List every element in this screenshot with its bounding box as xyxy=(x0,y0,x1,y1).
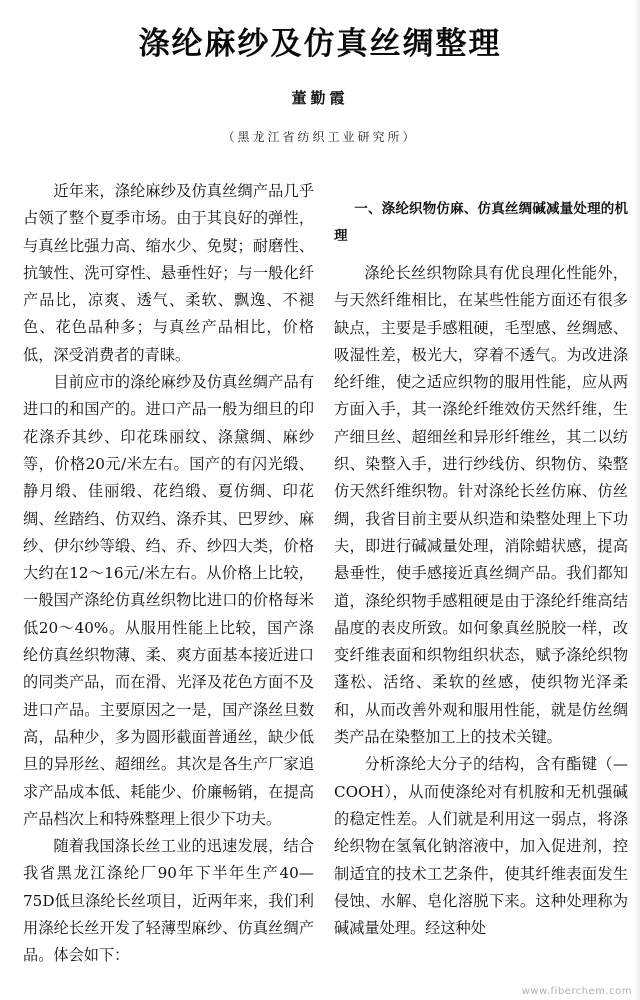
paragraph: 随着我国涤长丝工业的迅速发展，结合我省黑龙江涤纶厂90年下半年生产40—75D低旦涤纶长丝项目，近两年来，我们利用涤纶长丝开发了轻薄型麻纱、仿真丝绸产品。体会如下： xyxy=(23,837,314,965)
right-column xyxy=(334,196,628,942)
right-column-body xyxy=(334,260,628,942)
page-edge-shadow xyxy=(634,0,640,1000)
article-author: 董勤霞 xyxy=(291,89,349,107)
section-heading: 一、涤纶织物仿麻、仿真丝绸碱减量处理的机理 xyxy=(334,201,628,244)
paragraph: 近年来，涤纶麻纱及仿真丝绸产品几乎占领了整个夏季市场。由于其良好的弹性，与真丝比强力高、缩水少、免熨；耐磨性、抗皱性、洗可穿性、悬垂性好；与一般化纤产品比，凉爽、透气、柔软、飘逸、不褪色、花色品种多；与真丝产品相比，价格低，深受消费者的青睐。 xyxy=(23,182,314,364)
left-column xyxy=(23,178,314,970)
article-affiliation: （黑龙江省纺织工业研究所） xyxy=(222,130,418,144)
paragraph: 涤纶长丝织物除具有优良理化性能外，与天然纤维相比，在某些性能方面还有很多缺点，主要是手感粗硬，毛型感、丝绸感、吸湿性差，极光大，穿着不透气。为改进涤纶纤维，使之适应织物的服用性能，应从两方面入手，其一涤纶纤维效仿天然纤维，生产细旦丝、超细丝和异形纤维丝，其二以纺织、染整入手，进行纱线仿、织物仿、染整仿天然纤维织物。针对涤纶长丝仿麻、仿丝绸，我省目前主要从织造和染整处理上下功夫，即进行碱减量处理，消除蜡状感，提高悬垂性，使手感接近真丝绸产品。我们都知道，涤纶织物手感粗硬是由于涤纶纤维高结晶度的表皮所致。如何象真丝脱胶一样，改变纤维表面和织物组织状态，赋予涤纶织物蓬松、活络、柔软的丝感，使织物光泽柔和，从而改善外观和服用性能，就是仿丝绸类产品在染整加工上的技术关键。 xyxy=(334,264,628,747)
paragraph: 分析涤纶大分子的结构，含有酯键（—COOH），从而使涤纶对有机胺和无机强碱的稳定性差。人们就是利用这一弱点，将涤纶织物在氢氧化钠溶液中，加入促进剂，控制适宜的技术工艺条件，使其纤维表面发生侵蚀、水解、皂化溶脱下来。这种处理称为碱减量处理。经这种处 xyxy=(334,755,628,938)
watermark-text: www.fiberchem.com xyxy=(521,986,632,997)
paragraph: 目前应市的涤纶麻纱及仿真丝绸产品有进口的和国产的。进口产品一般为细旦的印花涤乔其纱、印花珠丽纹、涤黛绸、麻纱等，价格20元/米左右。国产的有闪光缎、静月缎、佳丽缎、花绉缎、夏仿绸、印花绸、丝踏绉、仿双绉、涤乔其、巴罗纱、麻纱、伊尔纱等缎、绉、乔、纱四大类，价格大约在12～16元/米左右。从价格上比较，一般国产涤纶仿真丝织物比进口的价格每米低20～40%。从服用性能上比较，国产涤纶仿真丝织物薄、柔、爽方面基本接近进口的同类产品，而在滑、光泽及花色方面不及进口产品。主要原因之一是，国产涤丝旦数高，品种少，多为圆形截面普通丝，缺少低旦的异形丝、超细丝。其次是各生产厂家追求产品成本低、耗能少、价廉畅销，在提高产品档次上和特殊整理上很少下功夫。 xyxy=(23,373,314,828)
article-title: 涤纶麻纱及仿真丝绸整理 xyxy=(138,26,502,62)
